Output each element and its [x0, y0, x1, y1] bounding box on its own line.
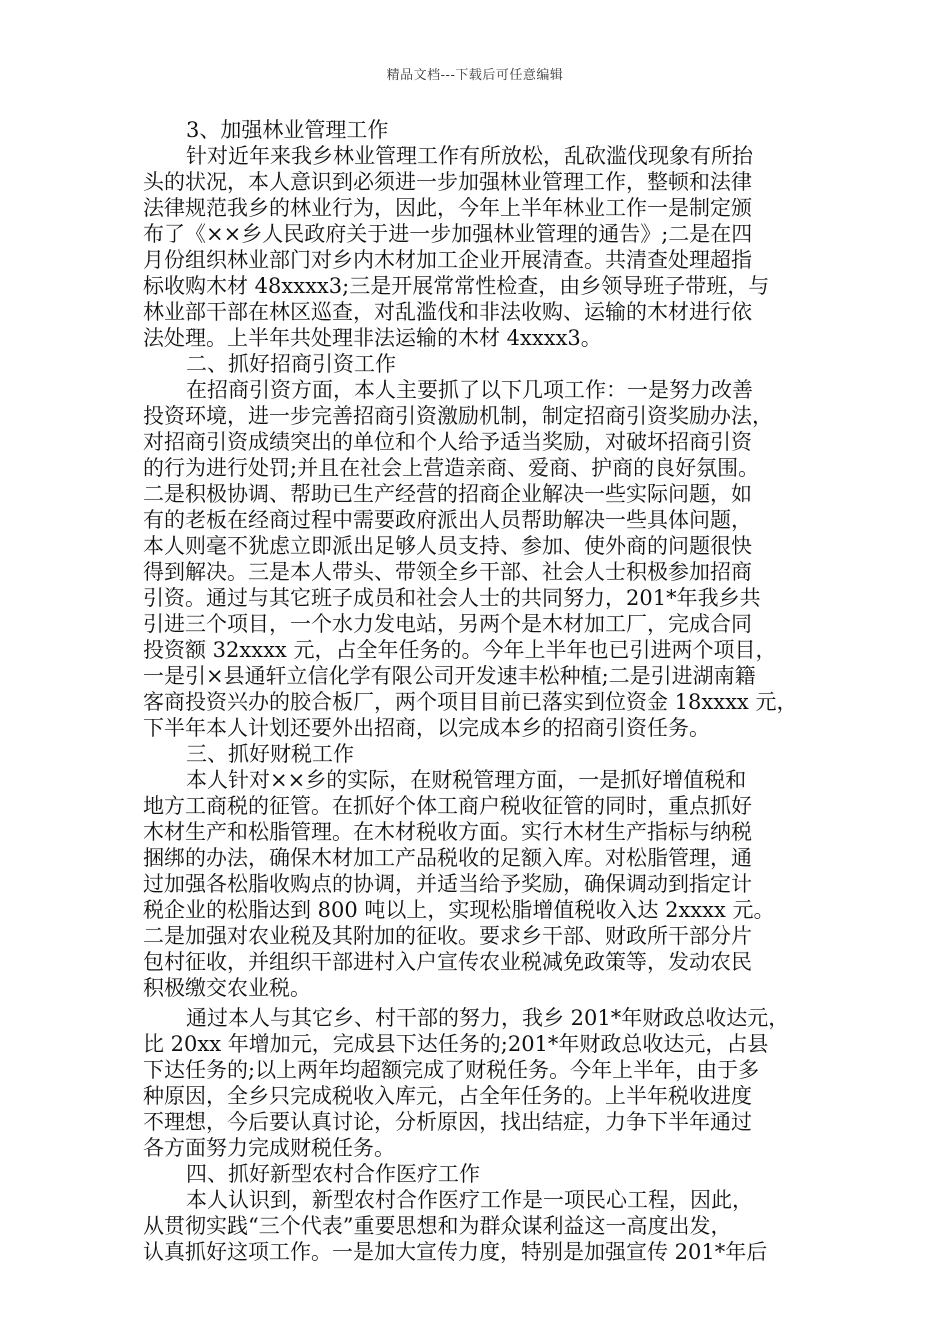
document-body [143, 117, 818, 1265]
paragraph-line: 林业部干部在林区巡查，对乱滥伐和非法收购、运输的木材进行依 [143, 300, 752, 324]
page-header: 精品文档---下载后可任意编辑 [386, 68, 564, 83]
paragraph-line: 不理想，今后要认真讨论，分析原因，找出结症，力争下半年通过 [143, 1110, 752, 1134]
paragraph-line: 下达任务的;以上两年均超额完成了财税任务。今年上半年，由于多 [143, 1058, 760, 1082]
paragraph-line: 本人认识到，新型农村合作医疗工作是一项民心工程，因此， [186, 1188, 753, 1212]
paragraph-line: 得到解决。三是本人带头、带领全乡干部、社会人士积极参加招商 [143, 560, 752, 584]
paragraph-line: 客商投资兴办的胶合板厂，两个项目目前已落实到位资金 18xxxx 元， [143, 690, 798, 714]
paragraph-line: 本人针对××乡的实际，在财税管理方面，一是抓好增值税和 [186, 768, 747, 792]
paragraph-line: 认真抓好这项工作。一是加大宣传力度，特别是加强宣传 201*年后 [143, 1240, 768, 1264]
paragraph-line: 法处理。上半年共处理非法运输的木材 4xxxx3。 [143, 326, 602, 350]
paragraph-line: 地方工商税的征管。在抓好个体工商户税收征管的同时，重点抓好 [143, 794, 752, 818]
paragraph-line: 投资额 32xxxx 元，占全年任务的。今年上半年也已引进两个项目， [143, 638, 777, 662]
paragraph-line: 种原因，全乡只完成税收入库元，占全年任务的。上半年税收进度 [143, 1084, 752, 1108]
section-heading-finance-tax: 三、抓好财税工作 [186, 742, 354, 766]
paragraph-line: 木材生产和松脂管理。在木材税收方面。实行木材生产指标与纳税 [143, 820, 752, 844]
paragraph-line: 在招商引资方面，本人主要抓了以下几项工作：一是努力改善 [186, 378, 753, 402]
paragraph-line: 引进三个项目，一个水力发电站，另两个是木材加工厂，完成合同 [143, 612, 752, 636]
paragraph-line: 针对近年来我乡林业管理工作有所放松，乱砍滥伐现象有所抬 [186, 144, 753, 168]
paragraph-line: 税企业的松脂达到 800 吨以上，实现松脂增值税收入达 2xxxx 元。 [143, 898, 775, 922]
paragraph-line: 一是引×县通轩立信化学有限公司开发速丰松种植;二是引进湖南籍 [143, 664, 756, 688]
section-heading-investment: 二、抓好招商引资工作 [186, 352, 396, 376]
paragraph-line: 包村征收，并组织干部进村入户宣传农业税减免政策等，发动农民 [143, 950, 752, 974]
paragraph-line: 引资。通过与其它班子成员和社会人士的共同努力，201*年我乡共 [143, 586, 761, 610]
paragraph-line: 过加强各松脂收购点的协调，并适当给予奖励，确保调动到指定计 [143, 872, 752, 896]
paragraph-line: 二是积极协调、帮助已生产经营的招商企业解决一些实际问题，如 [143, 482, 752, 506]
paragraph-line: 本人则毫不犹虑立即派出足够人员支持、参加、使外商的问题很快 [143, 534, 752, 558]
section-heading-rural-medical: 四、抓好新型农村合作医疗工作 [186, 1162, 480, 1186]
paragraph-line: 头的状况，本人意识到必须进一步加强林业管理工作，整顿和法律 [143, 170, 752, 194]
paragraph-line: 从贯彻实践“三个代表”重要思想和为群众谋利益这一高度出发， [143, 1214, 732, 1238]
paragraph-line: 有的老板在经商过程中需要政府派出人员帮助解决一些具体问题， [143, 508, 752, 532]
paragraph-line: 通过本人与其它乡、村干部的努力，我乡 201*年财政总收达元， [186, 1006, 790, 1030]
paragraph-line: 下半年本人计划还要外出招商，以完成本乡的招商引资任务。 [143, 716, 710, 740]
paragraph-line: 法律规范我乡的林业行为，因此，今年上半年林业工作一是制定颁 [143, 196, 752, 220]
paragraph-line: 各方面努力完成财税任务。 [143, 1136, 395, 1160]
paragraph-line: 月份组织林业部门对乡内木材加工企业开展清查。共清查处理超指 [143, 248, 752, 272]
paragraph-line: 标收购木材 48xxxx3;三是开展常常性检查，由乡领导班子带班，与 [143, 274, 770, 298]
section-heading-forestry: 3、加强林业管理工作 [186, 118, 389, 142]
paragraph-line: 投资环境，进一步完善招商引资激励机制，制定招商引资奖励办法， [143, 404, 773, 428]
paragraph-line: 二是加强对农业税及其附加的征收。要求乡干部、财政所干部分片 [143, 924, 752, 948]
paragraph-line: 布了《××乡人民政府关于进一步加强林业管理的通告》;二是在四 [143, 222, 753, 246]
paragraph-line: 的行为进行处罚;并且在社会上营造亲商、爱商、护商的良好氛围。 [143, 456, 760, 480]
paragraph-line: 比 20xx 年增加元，完成县下达任务的;201*年财政总收达元，占县 [143, 1032, 769, 1056]
paragraph-line: 捆绑的办法，确保木材加工产品税收的足额入库。对松脂管理，通 [143, 846, 752, 870]
paragraph-line: 积极缴交农业税。 [143, 976, 311, 1000]
paragraph-line: 对招商引资成绩突出的单位和个人给予适当奖励，对破坏招商引资 [143, 430, 752, 454]
